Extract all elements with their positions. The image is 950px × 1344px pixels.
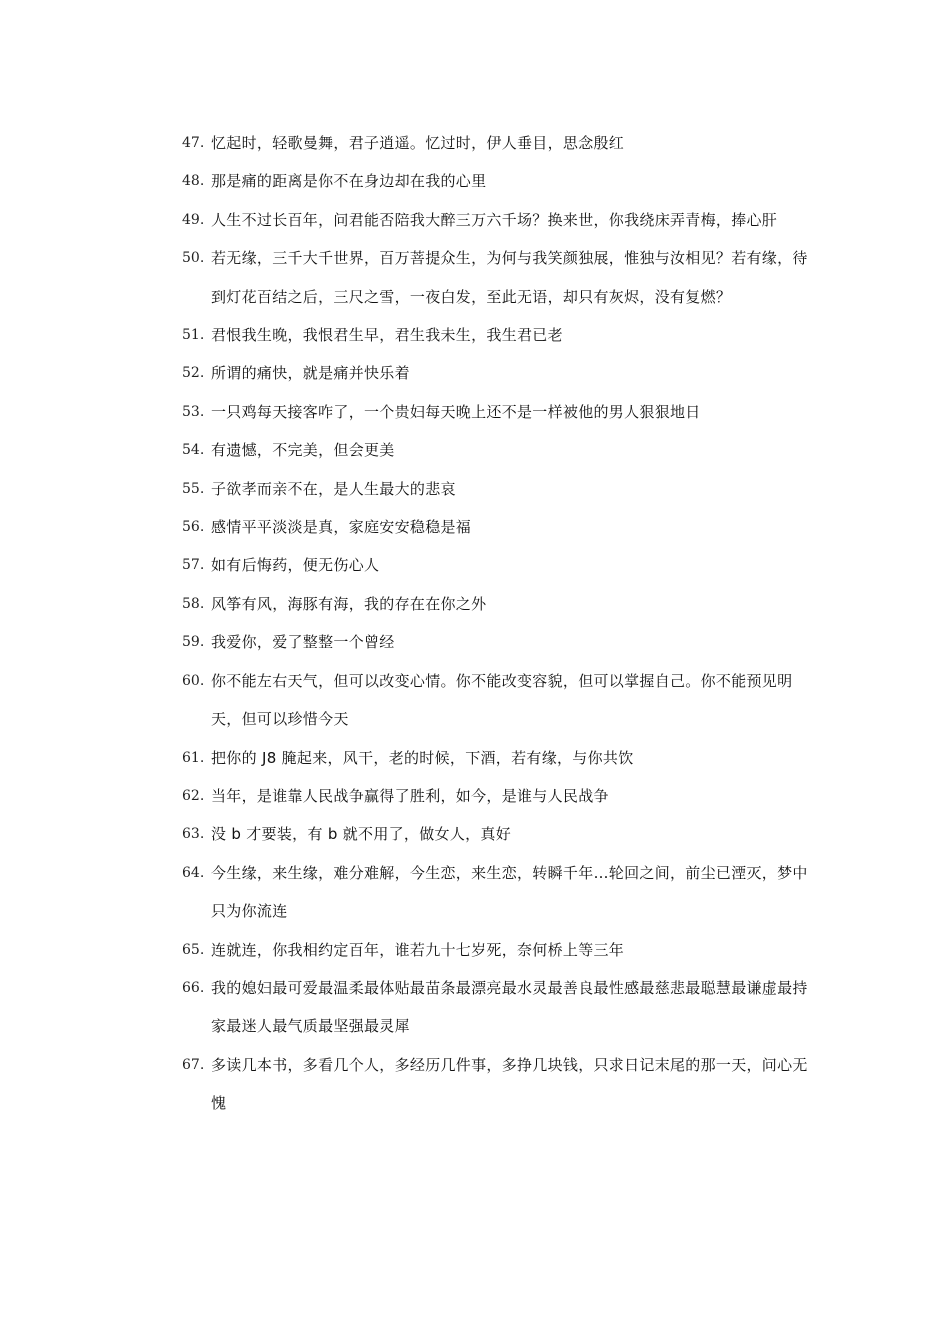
- item-text: 我的媳妇最可爱最温柔最体贴最苗条最漂亮最水灵最善良最性感最慈悲最聪慧最谦虚最持家最迷人最气质最坚强最灵犀: [211, 978, 808, 1036]
- item-number: 47.: [182, 135, 205, 151]
- item-text: 风筝有风，海豚有海，我的存在在你之外: [211, 594, 487, 613]
- item-text: 一只鸡每天接客咋了，一个贵妇每天晚上还不是一样被他的男人狠狠地日: [211, 402, 701, 421]
- item-number: 64.: [182, 864, 205, 881]
- item-text: 连就连，你我相约定百年，谁若九十七岁死，奈何桥上等三年: [211, 940, 625, 959]
- item-text: 那是痛的距离是你不在身边却在我的心里: [211, 172, 487, 191]
- item-number: 67.: [182, 1056, 205, 1073]
- list-item: [182, 777, 822, 815]
- item-text: 你不能左右天气，但可以改变心情。你不能改变容貌，但可以掌握自己。你不能预见明天，但可以珍惜今天: [211, 671, 793, 729]
- item-text: 君恨我生晚，我恨君生早，君生我未生，我生君已老: [211, 326, 563, 345]
- item-text: 所谓的痛快，就是痛并快乐着: [211, 364, 410, 383]
- item-number: 54.: [182, 442, 205, 459]
- item-text: 有遗憾，不完美，但会更美: [211, 441, 395, 460]
- item-number: 53.: [182, 403, 205, 420]
- list-item: [182, 201, 822, 239]
- item-text: 人生不过长百年，问君能否陪我大醉三万六千场？换来世，你我绕床弄青梅，捧心肝: [211, 210, 778, 229]
- item-number: 50.: [182, 250, 205, 267]
- item-number: 51.: [182, 327, 205, 344]
- list-item: [182, 470, 822, 508]
- list-item: [182, 662, 822, 739]
- item-number: 63.: [182, 826, 205, 843]
- item-text: 没 b 才要装，有 b 就不用了，做女人，真好: [211, 825, 512, 844]
- item-number: 48.: [182, 173, 205, 190]
- item-text: 感情平平淡淡是真，家庭安安稳稳是福: [211, 518, 472, 537]
- list-item: [182, 1046, 822, 1123]
- list-item: [182, 239, 822, 316]
- item-number: 58.: [182, 595, 205, 612]
- item-text: 如有后悔药，便无伤心人: [211, 556, 380, 575]
- quote-list: [182, 124, 822, 1123]
- list-item: [182, 508, 822, 546]
- item-number: 61.: [182, 749, 205, 766]
- list-item: [182, 815, 822, 853]
- item-number: 49.: [182, 211, 205, 228]
- item-text: 忆起时，轻歌曼舞，君子逍遥。忆过时，伊人垂目，思念殷红: [211, 134, 625, 152]
- list-item: [182, 354, 822, 392]
- item-number: 59.: [182, 634, 205, 651]
- list-item: [182, 431, 822, 469]
- item-number: 52.: [182, 365, 205, 382]
- item-text: 子欲孝而亲不在，是人生最大的悲哀: [211, 479, 456, 498]
- item-number: 57.: [182, 557, 205, 574]
- item-text: 多读几本书，多看几个人，多经历几件事，多挣几块钱，只求日记末尾的那一天，问心无愧: [211, 1055, 808, 1113]
- item-number: 60.: [182, 672, 205, 689]
- item-number: 65.: [182, 941, 205, 958]
- list-item: [182, 393, 822, 431]
- item-text: 我爱你，爱了整整一个曾经: [211, 633, 395, 652]
- list-item: [182, 623, 822, 661]
- item-text: 今生缘，来生缘，难分难解，今生恋，来生恋，转瞬千年…轮回之间，前尘已湮灭，梦中只为你流连: [211, 863, 808, 921]
- item-number: 55.: [182, 480, 205, 497]
- item-text: 把你的 J8 腌起来，风干，老的时候，下酒，若有缘，与你共饮: [211, 748, 634, 767]
- item-number: 62.: [182, 787, 205, 804]
- item-text: 若无缘，三千大千世界，百万菩提众生，为何与我笑颜独展，惟独与汝相见？若有缘，待到灯花百结之后，三尺之雪，一夜白发，至此无语，却只有灰烬，没有复燃？: [211, 249, 808, 306]
- list-item: [182, 162, 822, 200]
- list-item: [182, 854, 822, 931]
- list-item: [182, 124, 822, 162]
- list-item: [182, 969, 822, 1046]
- list-item: [182, 931, 822, 969]
- item-text: 当年，是谁靠人民战争赢得了胜利，如今，是谁与人民战争: [211, 786, 609, 805]
- list-item: [182, 546, 822, 584]
- list-item: [182, 316, 822, 354]
- item-number: 66.: [182, 979, 205, 996]
- item-number: 56.: [182, 519, 205, 536]
- list-item: [182, 585, 822, 623]
- list-item: [182, 739, 822, 777]
